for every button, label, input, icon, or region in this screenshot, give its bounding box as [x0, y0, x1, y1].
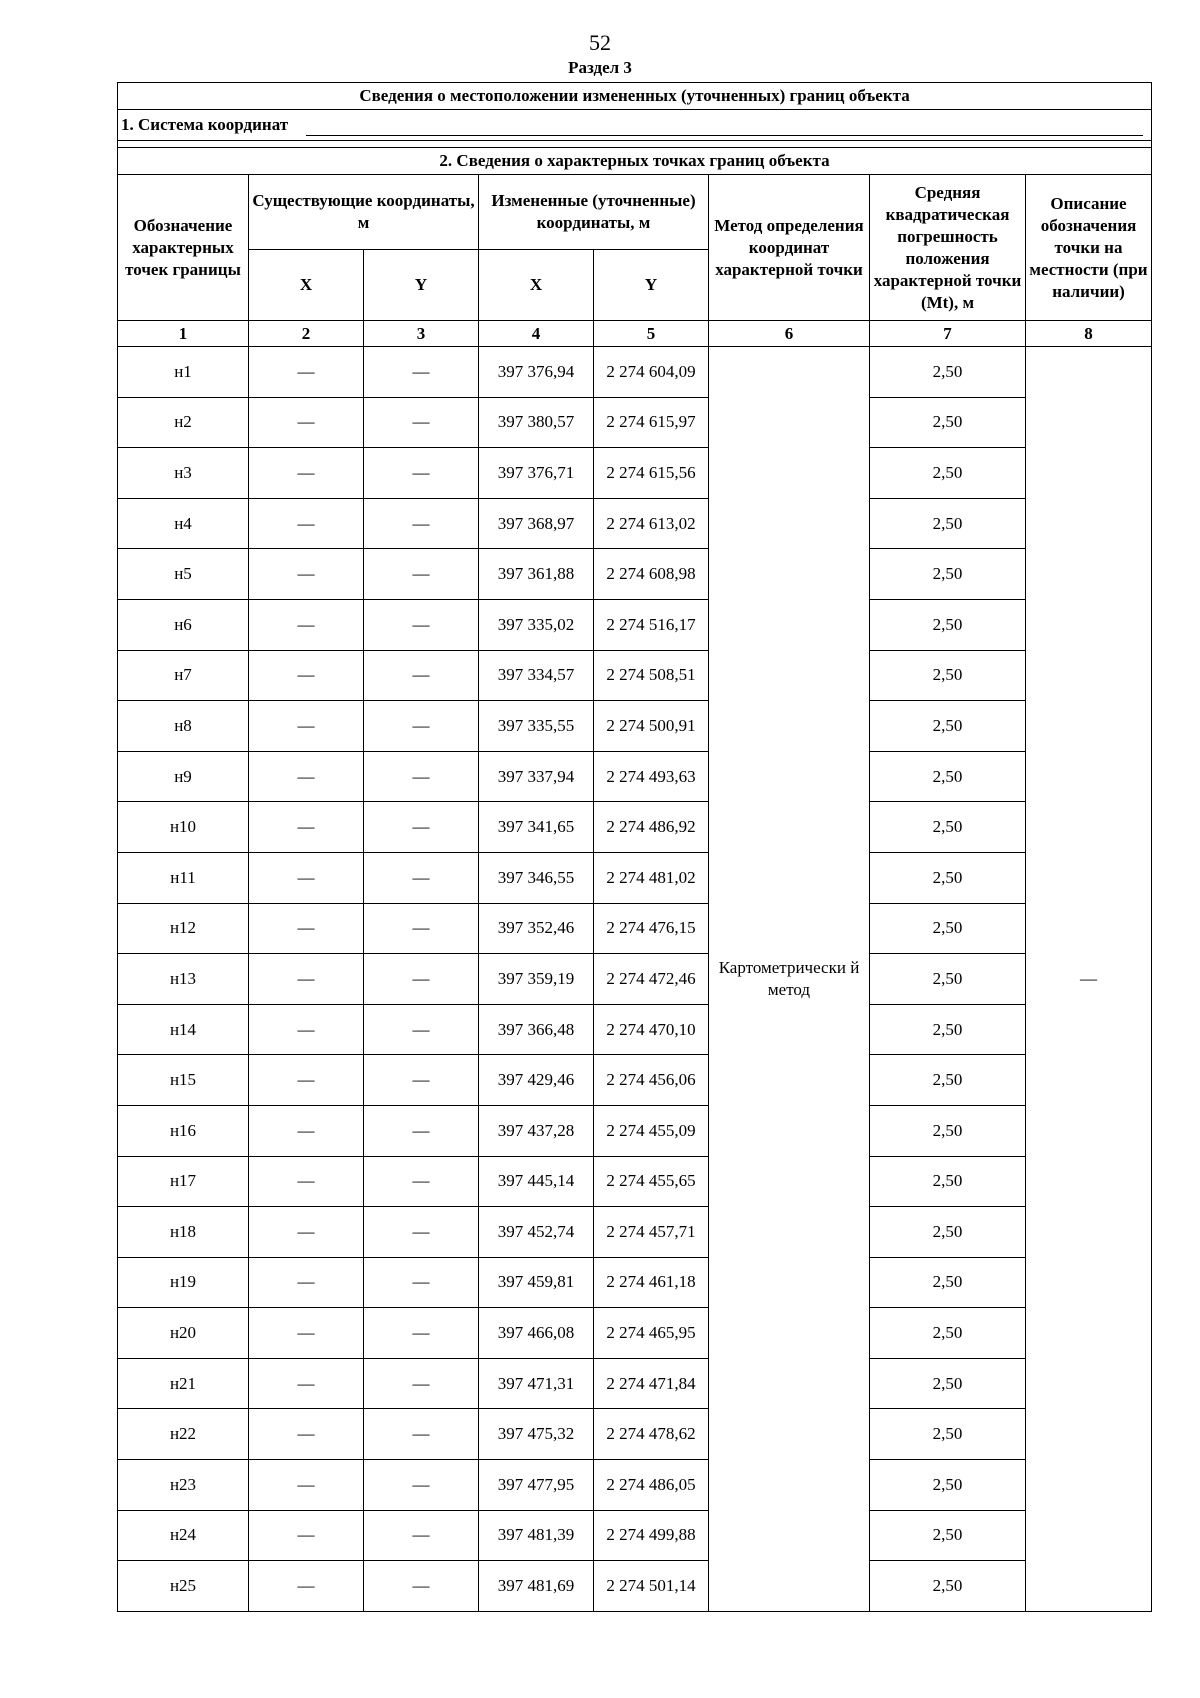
- mean-error-cell: 2,50: [870, 1561, 1026, 1612]
- existing-y-cell: —: [364, 1510, 479, 1561]
- point-name-cell: н16: [118, 1105, 249, 1156]
- existing-x-cell: —: [249, 1257, 364, 1308]
- table-row: [118, 701, 1152, 752]
- point-name-cell: н13: [118, 954, 249, 1005]
- existing-x-cell: —: [249, 1207, 364, 1258]
- table-row: [118, 1561, 1152, 1612]
- existing-x-cell: —: [249, 1409, 364, 1460]
- points-title: 2. Сведения о характерных точках границ объекта: [118, 148, 1152, 175]
- existing-x-cell: —: [249, 498, 364, 549]
- changed-y-cell: 2 274 615,56: [594, 448, 709, 499]
- table-row: [118, 448, 1152, 499]
- header-method: Метод определения координат характерной точки: [709, 175, 870, 321]
- mean-error-cell: 2,50: [870, 701, 1026, 752]
- existing-x-cell: —: [249, 751, 364, 802]
- changed-y-cell: 2 274 486,05: [594, 1460, 709, 1511]
- existing-y-cell: —: [364, 1561, 479, 1612]
- mean-error-cell: 2,50: [870, 1207, 1026, 1258]
- table-row: [118, 599, 1152, 650]
- point-name-cell: н21: [118, 1358, 249, 1409]
- existing-x-cell: —: [249, 1055, 364, 1106]
- existing-y-cell: —: [364, 599, 479, 650]
- existing-y-cell: —: [364, 347, 479, 398]
- table-row: [118, 650, 1152, 701]
- table-row: [118, 347, 1152, 398]
- changed-x-cell: 397 481,69: [479, 1561, 594, 1612]
- mean-error-cell: 2,50: [870, 1510, 1026, 1561]
- changed-x-cell: 397 366,48: [479, 1004, 594, 1055]
- column-number: 5: [594, 321, 709, 347]
- changed-x-cell: 397 471,31: [479, 1358, 594, 1409]
- header-existing-x: X: [249, 250, 364, 321]
- existing-y-cell: —: [364, 549, 479, 600]
- changed-x-cell: 397 341,65: [479, 802, 594, 853]
- changed-y-cell: 2 274 455,65: [594, 1156, 709, 1207]
- changed-y-cell: 2 274 481,02: [594, 852, 709, 903]
- mean-error-cell: 2,50: [870, 1409, 1026, 1460]
- changed-y-cell: 2 274 499,88: [594, 1510, 709, 1561]
- table-row: [118, 1055, 1152, 1106]
- existing-x-cell: —: [249, 701, 364, 752]
- existing-y-cell: —: [364, 1308, 479, 1359]
- table-row: [118, 1510, 1152, 1561]
- column-number: 7: [870, 321, 1026, 347]
- point-name-cell: н11: [118, 852, 249, 903]
- existing-x-cell: —: [249, 802, 364, 853]
- mean-error-cell: 2,50: [870, 599, 1026, 650]
- changed-x-cell: 397 445,14: [479, 1156, 594, 1207]
- changed-y-cell: 2 274 493,63: [594, 751, 709, 802]
- existing-x-cell: —: [249, 903, 364, 954]
- mean-error-cell: 2,50: [870, 650, 1026, 701]
- point-name-cell: н5: [118, 549, 249, 600]
- table-row: [118, 1460, 1152, 1511]
- existing-y-cell: —: [364, 1257, 479, 1308]
- section-title: Раздел 3: [568, 58, 632, 77]
- mean-error-cell: 2,50: [870, 1460, 1026, 1511]
- existing-y-cell: —: [364, 701, 479, 752]
- changed-x-cell: 397 376,94: [479, 347, 594, 398]
- existing-y-cell: —: [364, 1207, 479, 1258]
- coord-system-row: [118, 110, 1152, 141]
- changed-x-cell: 397 359,19: [479, 954, 594, 1005]
- changed-x-cell: 397 437,28: [479, 1105, 594, 1156]
- existing-y-cell: —: [364, 650, 479, 701]
- existing-y-cell: —: [364, 1358, 479, 1409]
- method-cell: Картометрически й метод: [709, 347, 870, 1612]
- mean-error-cell: 2,50: [870, 903, 1026, 954]
- changed-x-cell: 397 334,57: [479, 650, 594, 701]
- changed-y-cell: 2 274 604,09: [594, 347, 709, 398]
- changed-x-cell: 397 481,39: [479, 1510, 594, 1561]
- changed-y-cell: 2 274 486,92: [594, 802, 709, 853]
- point-name-cell: н20: [118, 1308, 249, 1359]
- changed-y-cell: 2 274 613,02: [594, 498, 709, 549]
- point-name-cell: н14: [118, 1004, 249, 1055]
- changed-x-cell: 397 466,08: [479, 1308, 594, 1359]
- point-name-cell: н2: [118, 397, 249, 448]
- point-name-cell: н6: [118, 599, 249, 650]
- mean-error-cell: 2,50: [870, 448, 1026, 499]
- changed-y-cell: 2 274 501,14: [594, 1561, 709, 1612]
- column-number: 6: [709, 321, 870, 347]
- existing-y-cell: —: [364, 448, 479, 499]
- table-row: [118, 1308, 1152, 1359]
- header-point-name: Обозначение характерных точек границы: [118, 175, 249, 321]
- mean-error-cell: 2,50: [870, 498, 1026, 549]
- point-name-cell: н22: [118, 1409, 249, 1460]
- changed-x-cell: 397 361,88: [479, 549, 594, 600]
- existing-y-cell: —: [364, 397, 479, 448]
- existing-y-cell: —: [364, 954, 479, 1005]
- existing-x-cell: —: [249, 1561, 364, 1612]
- mean-error-cell: 2,50: [870, 1156, 1026, 1207]
- description-cell: —: [1026, 347, 1152, 1612]
- table-row: [118, 1358, 1152, 1409]
- changed-x-cell: 397 335,02: [479, 599, 594, 650]
- table-row: [118, 751, 1152, 802]
- changed-x-cell: 397 477,95: [479, 1460, 594, 1511]
- mean-error-cell: 2,50: [870, 1257, 1026, 1308]
- mean-error-cell: 2,50: [870, 751, 1026, 802]
- table-row: [118, 954, 1152, 1005]
- changed-x-cell: 397 335,55: [479, 701, 594, 752]
- existing-x-cell: —: [249, 954, 364, 1005]
- table-row: [118, 549, 1152, 600]
- existing-x-cell: —: [249, 1308, 364, 1359]
- mean-error-cell: 2,50: [870, 397, 1026, 448]
- changed-y-cell: 2 274 471,84: [594, 1358, 709, 1409]
- changed-y-cell: 2 274 508,51: [594, 650, 709, 701]
- changed-x-cell: 397 452,74: [479, 1207, 594, 1258]
- mean-error-cell: 2,50: [870, 802, 1026, 853]
- point-name-cell: н1: [118, 347, 249, 398]
- existing-y-cell: —: [364, 498, 479, 549]
- boundary-points-table: [117, 82, 1152, 1612]
- changed-x-cell: 397 337,94: [479, 751, 594, 802]
- existing-x-cell: —: [249, 1510, 364, 1561]
- existing-y-cell: —: [364, 1105, 479, 1156]
- spacer-row: [118, 141, 1152, 148]
- point-name-cell: н23: [118, 1460, 249, 1511]
- changed-x-cell: 397 380,57: [479, 397, 594, 448]
- point-name-cell: н4: [118, 498, 249, 549]
- point-name-cell: н12: [118, 903, 249, 954]
- existing-y-cell: —: [364, 802, 479, 853]
- changed-y-cell: 2 274 478,62: [594, 1409, 709, 1460]
- coord-system-label: 1. Система координат: [121, 115, 289, 134]
- page-number: 52: [589, 30, 611, 55]
- existing-y-cell: —: [364, 1004, 479, 1055]
- existing-x-cell: —: [249, 1460, 364, 1511]
- existing-x-cell: —: [249, 599, 364, 650]
- changed-y-cell: 2 274 455,09: [594, 1105, 709, 1156]
- header-existing-y: Y: [364, 250, 479, 321]
- point-name-cell: н7: [118, 650, 249, 701]
- existing-x-cell: —: [249, 397, 364, 448]
- table-row: [118, 397, 1152, 448]
- column-number: 8: [1026, 321, 1152, 347]
- table-row: [118, 903, 1152, 954]
- existing-x-cell: —: [249, 1156, 364, 1207]
- changed-y-cell: 2 274 516,17: [594, 599, 709, 650]
- table-row: [118, 852, 1152, 903]
- mean-error-cell: 2,50: [870, 1004, 1026, 1055]
- changed-x-cell: 397 346,55: [479, 852, 594, 903]
- header-changed-coords: Измененные (уточненные) координаты, м: [479, 175, 709, 250]
- existing-x-cell: —: [249, 852, 364, 903]
- mean-error-cell: 2,50: [870, 1105, 1026, 1156]
- mean-error-cell: 2,50: [870, 1308, 1026, 1359]
- table-row: [118, 1004, 1152, 1055]
- header-description: Описание обозначения точки на местности (при наличии): [1026, 175, 1152, 321]
- table-title: Сведения о местоположении измененных (уточненных) границ объекта: [118, 83, 1152, 110]
- coord-system-blank: [306, 117, 1143, 136]
- table-row: [118, 802, 1152, 853]
- table-row: [118, 1257, 1152, 1308]
- table-row: [118, 1105, 1152, 1156]
- changed-y-cell: 2 274 476,15: [594, 903, 709, 954]
- header-mean-error: Средняя квадратическая погрешность положения характерной точки (Mt), м: [870, 175, 1026, 321]
- point-name-cell: н18: [118, 1207, 249, 1258]
- existing-x-cell: —: [249, 650, 364, 701]
- changed-y-cell: 2 274 456,06: [594, 1055, 709, 1106]
- changed-y-cell: 2 274 470,10: [594, 1004, 709, 1055]
- mean-error-cell: 2,50: [870, 347, 1026, 398]
- point-name-cell: н24: [118, 1510, 249, 1561]
- existing-x-cell: —: [249, 1004, 364, 1055]
- header-existing-coords: Существующие координаты, м: [249, 175, 479, 250]
- changed-y-cell: 2 274 457,71: [594, 1207, 709, 1258]
- column-number: 3: [364, 321, 479, 347]
- point-name-cell: н25: [118, 1561, 249, 1612]
- existing-x-cell: —: [249, 549, 364, 600]
- changed-y-cell: 2 274 465,95: [594, 1308, 709, 1359]
- existing-x-cell: —: [249, 347, 364, 398]
- existing-x-cell: —: [249, 448, 364, 499]
- table-row: [118, 1207, 1152, 1258]
- point-name-cell: н19: [118, 1257, 249, 1308]
- table-row: [118, 1409, 1152, 1460]
- changed-x-cell: 397 475,32: [479, 1409, 594, 1460]
- existing-y-cell: —: [364, 1156, 479, 1207]
- changed-x-cell: 397 376,71: [479, 448, 594, 499]
- existing-y-cell: —: [364, 1460, 479, 1511]
- header-changed-x: X: [479, 250, 594, 321]
- existing-x-cell: —: [249, 1358, 364, 1409]
- changed-x-cell: 397 459,81: [479, 1257, 594, 1308]
- changed-x-cell: 397 429,46: [479, 1055, 594, 1106]
- point-name-cell: н17: [118, 1156, 249, 1207]
- changed-y-cell: 2 274 500,91: [594, 701, 709, 752]
- mean-error-cell: 2,50: [870, 1055, 1026, 1106]
- changed-y-cell: 2 274 615,97: [594, 397, 709, 448]
- existing-y-cell: —: [364, 903, 479, 954]
- point-name-cell: н3: [118, 448, 249, 499]
- changed-y-cell: 2 274 461,18: [594, 1257, 709, 1308]
- existing-y-cell: —: [364, 852, 479, 903]
- mean-error-cell: 2,50: [870, 954, 1026, 1005]
- changed-x-cell: 397 368,97: [479, 498, 594, 549]
- mean-error-cell: 2,50: [870, 549, 1026, 600]
- point-name-cell: н9: [118, 751, 249, 802]
- point-name-cell: н8: [118, 701, 249, 752]
- table-row: [118, 1156, 1152, 1207]
- point-name-cell: н15: [118, 1055, 249, 1106]
- table-row: [118, 498, 1152, 549]
- column-number: 2: [249, 321, 364, 347]
- changed-y-cell: 2 274 472,46: [594, 954, 709, 1005]
- changed-y-cell: 2 274 608,98: [594, 549, 709, 600]
- changed-x-cell: 397 352,46: [479, 903, 594, 954]
- header-changed-y: Y: [594, 250, 709, 321]
- mean-error-cell: 2,50: [870, 852, 1026, 903]
- existing-x-cell: —: [249, 1105, 364, 1156]
- column-number: 4: [479, 321, 594, 347]
- point-name-cell: н10: [118, 802, 249, 853]
- mean-error-cell: 2,50: [870, 1358, 1026, 1409]
- column-number: 1: [118, 321, 249, 347]
- existing-y-cell: —: [364, 1409, 479, 1460]
- existing-y-cell: —: [364, 1055, 479, 1106]
- existing-y-cell: —: [364, 751, 479, 802]
- column-number-row: [118, 321, 1152, 347]
